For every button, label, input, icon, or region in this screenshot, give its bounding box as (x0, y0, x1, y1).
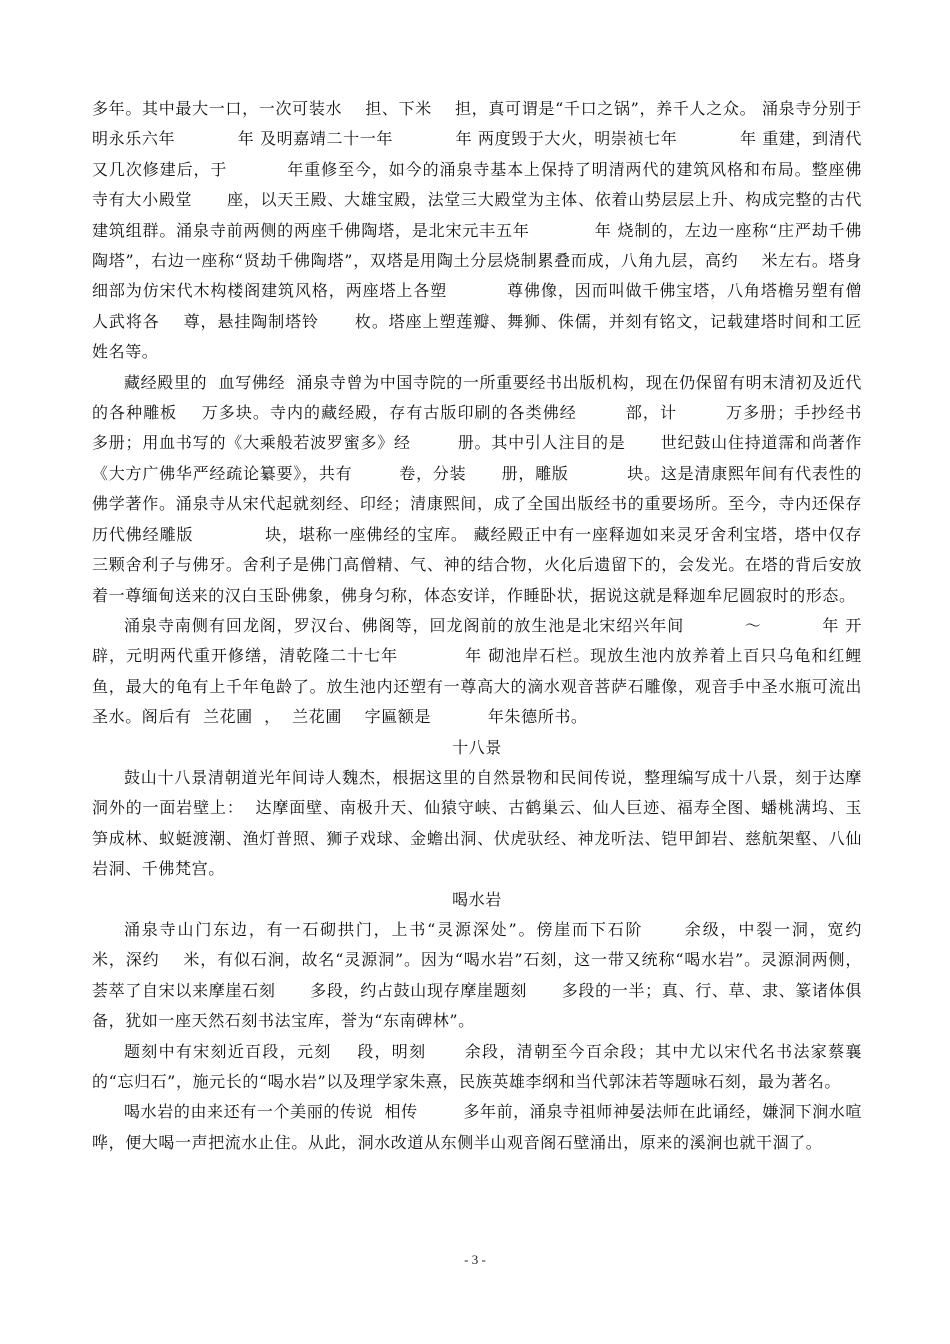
paragraph-scripture-hall: 藏经殿里的 血写佛经 涌泉寺曾为中国寺院的一所重要经书出版机构，现在仍保留有明末清初及近代的各种雕板 万多块。寺内的藏经殿，存有古版印刷的各类佛经 部，计 万多册；手抄经书 多册；用血书写的《大乘般若波罗蜜多》经 册。其中引人注目的是 世纪鼓山住持道霈和尚著作《大方广佛华严经疏论纂要》，共有 卷，分装 册，雕版 块。这是清康熙年间有代表性的佛学著作。涌泉寺从宋代起就刻经、印经；清康熙间，成了全国出版经书的重要场所。至今，寺内还保存历代佛经雕版 块，堪称一座佛经的宝库。 藏经殿正中有一座释迦如来灵牙舍利宝塔，塔中仅存三颗舍利子与佛牙。舍利子是佛门高僧精、气、神的结合物，火化后遗留下的，会发光。在塔的背后安放着一尊缅甸送来的汉白玉卧佛象，佛身匀称，体态安详，作睡卧状，据说这就是释迦牟尼圆寂时的形态。 (92, 372, 919, 605)
page-number: - 3 - (464, 1252, 486, 1267)
paragraph-temple-history: 多年。其中最大一口，一次可装水 担、下米 担，真可谓是“千口之锅”，养千人之众。 涌泉寺分别于明永乐六年 年 及明嘉靖二十一年 年 两度毁于大火，明崇祯七年 年 重建，到清代又几次修建后，于 年重修至今，如今的涌泉寺基本上保持了明清两代的建筑风格和布局。整座佛寺有大小殿堂 座，以天王殿、大雄宝殿，法堂三大殿堂为主体、依着山势层层上升、构成完整的古代建筑组群。涌泉寺前两侧的两座千佛陶塔，是北宋元丰五年 年 烧制的，左边一座称“庄严劫千佛陶塔”，右边一座称“贤劫千佛陶塔”，双塔是用陶土分层烧制累叠而成，八角九层，高约 米左右。塔身细部为仿宋代木构楼阁建筑风格，两座塔上各塑 尊佛像，因而叫做千佛宝塔，八角塔檐另塑有僧人武将各 尊，悬挂陶制塔铃 枚。塔座上塑莲瓣、舞狮、侏儒，并刻有铭文，记载建塔时间和工匠姓名等。 (92, 99, 862, 362)
heading-heshui-rock: 喝水岩 (452, 889, 502, 909)
paragraph-inscriptions: 题刻中有宋刻近百段，元刻 段，明刻 余段，清朝至今百余段；其中尤以宋代名书法家蔡襄的“忘归石”，施元长的“喝水岩”以及理学家朱熹，民族英雄李纲和当代郭沫若等题咏石刻，最为著名。 (92, 1041, 862, 1091)
paragraph-eighteen-scenes: 鼓山十八景清朝道光年间诗人魏杰，根据这里的自然景物和民间传说，整理编写成十八景，刻于达摩洞外的一面岩壁上： 达摩面壁、南极升天、仙猿守峡、古鹤巢云、仙人巨迹、福寿全图、蟠桃满坞、玉笋成林、蚁蜓渡潮、渔灯普照、狮子戏球、金蟾出洞、伏虎驮经、神龙听法、铠甲卸岩、慈航架壑、八仙岩洞、千佛梵宫。 (92, 767, 862, 879)
paragraph-release-pond: 涌泉寺南侧有回龙阁，罗汉台、佛阁等，回龙阁前的放生池是北宋绍兴年间 ～ 年 开辟，元明两代重开修缮，清乾隆二十七年 年 砌池岸石栏。现放生池内放养着上百只乌龟和红鲤鱼，最大的龟有上千年龟龄了。放生池内还塑有一尊高大的滴水观音菩萨石雕像，观音手中圣水瓶可流出圣水。阁后有 兰花圃 ， 兰花圃 字匾额是 年朱德所书。 (92, 615, 862, 727)
paragraph-lingyuan-cave: 涌泉寺山门东边，有一石砌拱门，上书“灵源深处”。傍崖而下石阶 余级，中裂一洞，宽约 米，深约 米，有似石涧，故名“灵源洞”。因为“喝水岩”石刻，这一带又统称“喝水岩”。灵源洞两侧，荟萃了自宋以来摩崖石刻 多段，约占鼓山现存摩崖题刻 多段的一半；真、行、草、隶、篆诸体俱备，犹如一座天然石刻书法宝库，誉为“东南碑林”。 (92, 919, 885, 1031)
paragraph-legend: 喝水岩的由来还有一个美丽的传说 相传 多年前，涌泉寺祖师神晏法师在此诵经，嫌洞下涧水喧哗，便大喝一声把流水止住。从此，洞水改道从东侧半山观音阁石壁涌出，原来的溪涧也就干涸了。 (92, 1102, 862, 1152)
heading-eighteen-scenes: 十八景 (452, 737, 502, 757)
page-body (92, 94, 919, 1158)
